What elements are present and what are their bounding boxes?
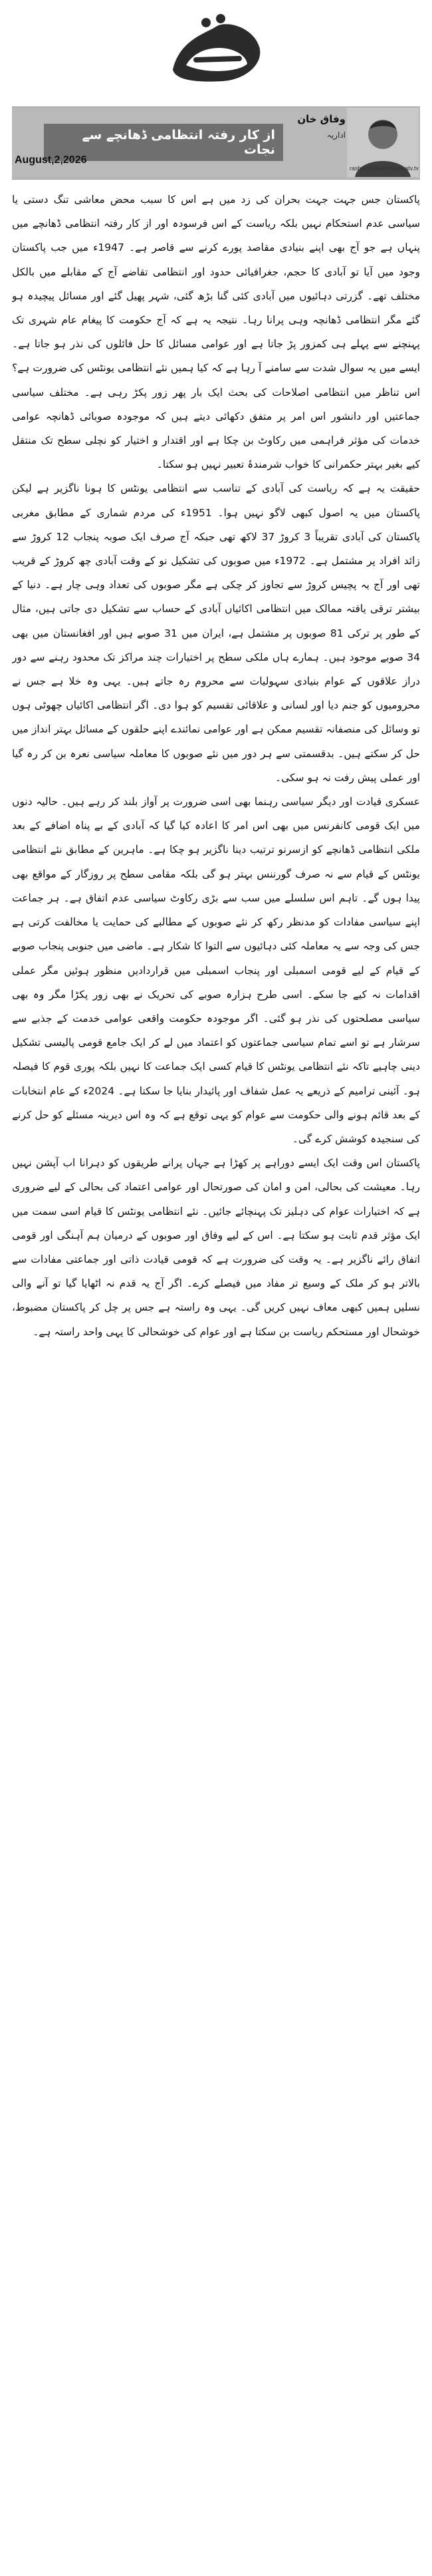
masthead-logo	[154, 0, 278, 100]
publish-date: August,2,2026	[15, 154, 87, 166]
author-name: وفاق خان	[297, 113, 346, 125]
article-paragraph: عسکری قیادت اور دیگر سیاسی رہنما بھی اسی ضرورت پر آواز بلند کر رہے ہیں۔ حالیہ دنوں میں ایک قومی کانفرنس میں بھی اس امر کا اعادہ کیا گیا کہ آبادی کے بے پناہ اضافے کے بعد ملکی انتظامی ڈھانچے کو ازسرنو ترتیب دینا ناگزیر ہو چکا ہے۔ ماہرین کے مطابق نئے انتظامی یونٹس کے قیام سے نہ صرف گورننس بہتر ہو گی بلکہ مقامی سطح پر روزگار کے مواقع بھی پیدا ہوں گے۔ تاہم اس سلسلے میں سب سے بڑی رکاوٹ سیاسی عدم اتفاق ہے۔ ہر جماعت اپنے سیاسی مفادات کو مدنظر رکھ کر نئے صوبوں کے مطالبے کی حمایت یا مخالفت کرتی ہے جس کی وجہ سے یہ معاملہ کئی دہائیوں سے التوا کا شکار ہے۔ ماضی میں جنوبی پنجاب صوبے کے قیام کے لیے قومی اسمبلی اور پنجاب اسمبلی میں قراردادیں منظور ہوئیں مگر عملی اقدامات نہ کیے جا سکے۔ اسی طرح ہزارہ صوبے کی تحریک نے بھی زور پکڑا مگر وہ بھی سیاسی مصلحتوں کی نذر ہو گئی۔ اگر موجودہ حکومت واقعی عوامی خدمت کے جذبے سے سرشار ہے تو اسے تمام سیاسی جماعتوں کو اعتماد میں لے کر ایک جامع قومی پالیسی تشکیل دینی چاہیے تاکہ نئے انتظامی یونٹس کا قیام کسی ایک جماعت کا نہیں بلکہ پوری قوم کا فیصلہ ہو۔ آئینی ترامیم کے ذریعے یہ عمل شفاف اور پائیدار بنایا جا سکتا ہے۔ 2024ء کے عام انتخابات کے بعد قائم ہونے والی حکومت سے عوام کو یہی توقع ہے کہ وہ اس دیرینہ مسئلے کو حل کرنے کی سنجیدہ کوشش کرے گی۔	[12, 796, 420, 1145]
article-headline: از کار رفتہ انتظامی ڈھانچے سے نجات	[44, 124, 283, 161]
author-email[interactable]: rasheed.khan@dunyatv.tv	[349, 165, 419, 172]
article-paragraph: پاکستان جس جہت جہت بحران کی زد میں ہے اس کا سبب محض معاشی تنگ دستی یا سیاسی عدم استحکام نہیں بلکہ ریاست کے اس فرسودہ اور از کار رفتہ انتظامی ڈھانچے میں پنہاں ہے جو آج بھی اپنے بنیادی مقاصد پورے کرنے سے قاصر ہے۔ 1947ء میں جب پاکستان وجود میں آیا تو آبادی کا حجم، جغرافیائی حدود اور انتظامی تقاضے آج کے مقابلے میں بالکل مختلف تھے۔ گزرتی دہائیوں میں آبادی کئی گنا بڑھ گئی، شہر پھیل گئے اور مسائل پیچیدہ ہو گئے مگر انتظامی ڈھانچہ وہی پرانا رہا۔ نتیجہ یہ ہے کہ آج حکومت کا پیغام عام شہری تک پہنچنے سے پہلے ہی کمزور پڑ جاتا ہے اور عوامی مسائل کا حل فائلوں کی نذر ہو جاتا ہے۔ ایسے میں یہ سوال شدت سے سامنے آ رہا ہے کہ کیا ہمیں نئے انتظامی یونٹس کی ضرورت ہے؟ اس تناظر میں انتظامی اصلاحات کی بحث ایک بار پھر زور پکڑ رہی ہے۔ مختلف سیاسی جماعتیں اور دانشور اس امر پر متفق دکھائی دیتے ہیں کہ موجودہ صوبائی ڈھانچہ عوامی خدمات کی مؤثر فراہمی میں رکاوٹ بن چکا ہے اور اقتدار و اختیار کو نچلی سطح تک منتقل کیے بغیر بہتر حکمرانی کا خواب شرمندۂ تعبیر نہیں ہو سکتا۔	[12, 194, 420, 471]
article-paragraph: حقیقت یہ ہے کہ ریاست کی آبادی کے تناسب سے انتظامی یونٹس کا ہونا ناگزیر ہے لیکن پاکستان میں یہ اصول کبھی لاگو نہیں ہوا۔ 1951ء کی مردم شماری کے مطابق مغربی پاکستان کی آبادی تقریباً 3 کروڑ 37 لاکھ تھی جبکہ آج صرف ایک صوبہ پنجاب 12 کروڑ سے زائد افراد پر مشتمل ہے۔ 1972ء میں صوبوں کی تشکیل نو کے وقت آبادی چھ کروڑ کے قریب تھی اور آج یہ پچیس کروڑ سے تجاوز کر چکی ہے مگر صوبوں کی تعداد وہی چار ہے۔ دنیا کے بیشتر ترقی یافتہ ممالک میں انتظامی اکائیاں آبادی کے حساب سے تشکیل دی جاتی ہیں، مثال کے طور پر ترکی 81 صوبوں پر مشتمل ہے، ایران میں 31 صوبے ہیں اور افغانستان میں بھی 34 صوبے موجود ہیں۔ ہمارے ہاں ملکی سطح پر اختیارات چند مراکز تک محدود رہنے سے دور دراز علاقوں کے عوام بنیادی سہولیات سے محروم رہ جاتے ہیں۔ یہی وہ خلا ہے جس نے محرومیوں کو جنم دیا اور لسانی و علاقائی تقسیم کو ہوا دی۔ اگر انتظامی اکائیاں چھوٹی ہوں تو وسائل کی منصفانہ تقسیم ممکن ہے اور عوامی نمائندے اپنے حلقوں کے مسائل بہتر انداز میں حل کر سکتے ہیں۔ بدقسمتی سے ہر دور میں نئے صوبوں کا معاملہ سیاسی نعرہ بن کر رہ گیا اور عملی پیش رفت نہ ہو سکی۔	[12, 482, 420, 784]
article-paragraph: پاکستان اس وقت ایک ایسے دوراہے پر کھڑا ہے جہاں پرانے طریقوں کو دہرانا اب آپشن نہیں رہا۔ معیشت کی بحالی، امن و امان کی صورتحال اور عوامی اعتماد کی بحالی کے لیے ضروری ہے کہ اختیارات عوام کی دہلیز تک پہنچائے جائیں۔ نئے انتظامی یونٹس کا قیام اسی سمت میں ایک مؤثر قدم ثابت ہو سکتا ہے۔ اس کے لیے وفاق اور صوبوں کے درمیان ہم آہنگی اور قومی اتفاق رائے ناگزیر ہے۔ یہ وقت کی ضرورت ہے کہ قومی قیادت ذاتی اور جماعتی مفادات سے بالاتر ہو کر ملک کے وسیع تر مفاد میں فیصلے کرے۔ اگر آج یہ قدم نہ اٹھایا گیا تو آنے والی نسلیں ہمیں کبھی معاف نہیں کریں گی۔ یہی وہ راستہ ہے جس پر چل کر پاکستان مضبوط، خوشحال اور مستحکم ریاست بن سکتا ہے اور عوام کی خوشحالی کا یہی واحد راستہ ہے۔	[12, 1157, 420, 1338]
author-role: اداریہ	[326, 130, 346, 140]
article-body	[12, 188, 420, 2566]
dunya-logo-graphic	[160, 7, 272, 93]
